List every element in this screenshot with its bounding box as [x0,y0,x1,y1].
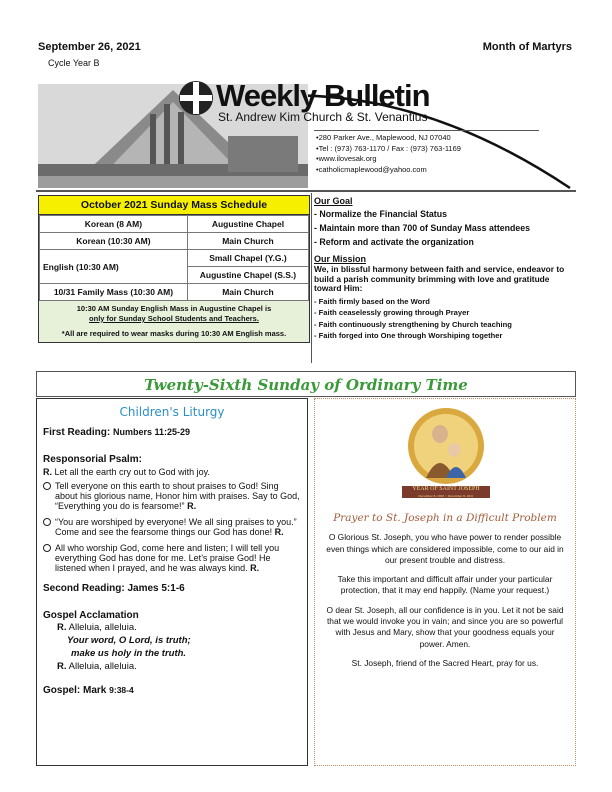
list-item: - Normalize the Financial Status [314,209,447,220]
prayer-box: Prayer to St. Joseph in a Difficult Problem O Glorious St. Joseph, you who have power to render possible even things which are considered impossible, come to our aid in our present trouble and distress. Take this important and difficult affair under your particular protection, that it may end happily. (Name your request.) O dear St. Joseph, all our confidence is in you. Let it not be said that we would invoke you in vain; and since you are so powerful with Jesus and Mary, show that your goodness equals your power. Amen. St. Joseph, friend of the Sacred Heart, pray for us. [314,398,576,766]
schedule-note: 10:30 AM Sunday English Mass in Augustine Chapel is only for Sunday School Students and Teachers. *All are required to wear masks during 10:30 AM English mass. [39,301,309,342]
mass-schedule [38,195,310,343]
mission-title: Our Mission [314,254,367,265]
table-row: 10/31 Family Mass (10:30 AM) Main Church [40,284,309,301]
prayer-title: Prayer to St. Joseph in a Difficult Problem [333,512,557,524]
table-row: Korean (8 AM) Augustine Chapel [40,216,309,233]
list-item: - Maintain more than 700 of Sunday Mass attendees [314,223,531,234]
table-row: English (10:30 AM) Small Chapel (Y.G.) [40,250,309,267]
table-row: Korean (10:30 AM) Main Church [40,233,309,250]
logo-icon [178,80,214,121]
bulletin-logo: Weekly Bulletin [216,78,430,113]
month-theme: Month of Martyrs [482,41,572,53]
header-divider [36,190,576,192]
list-item: - Faith ceaselessly growing through Prayer [314,308,470,318]
parish-name: St. Andrew Kim Church & St. Venantius [218,110,428,124]
bulletin-date: September 26, 2021 [38,41,141,53]
list-item: - Reform and activate the organization [314,237,474,248]
mission-intro: We, in blissful harmony between faith and service, endeavor to build a parish community brimming with love and gratitude toward Him: [314,264,565,294]
saint-joseph-medal: YEAR OF SAINT JOSEPH December 8, 2020 ~ December 8, 2021 [394,404,498,504]
list-item: “You are worshiped by everyone! We all sing praises to you.” Come and see the fearsome things our God has done! R. [43,517,301,537]
list-item: - Faith continuously strengthening by Church teaching [314,319,512,329]
liturgy-title: Children's Liturgy [119,405,225,419]
table-row: Augustine Chapel (S.S.) [40,267,309,284]
sunday-title: Twenty-Sixth Sunday of Ordinary Time [36,371,576,397]
address: •280 Parker Ave., Maplewood, NJ 07040 [316,133,451,142]
contact-info [316,133,461,175]
email-link[interactable]: •catholicmaplewood@yahoo.com [316,164,427,174]
childrens-liturgy: Children's Liturgy First Reading: Numbers 11:25-29 Responsorial Psalm: R. Let all the earth cry out to God with joy. Tell everyone on this earth to shout praises to God! Sing about his glorious name, Honor him with praises. Say to God, “Everything you do is fearsome!” R. “You are worshiped by everyone! We all sing praises to you.” Come and see the fearsome things our God has done! R. All who worship God, come here and listen; I will tell you everything God has done for me. Let’s praise God! He listened when I prayed, and he was always kind. R. Second Reading: James 5:1-6 Gospel Acclamation R. Alleluia, alleluia. Your word, O Lord, is truth; make us holy in the truth. R. Alleluia, alleluia. Gospel: Mark 9:38-4 [36,398,308,766]
schedule-title: October 2021 Sunday Mass Schedule [39,196,309,215]
liturgical-cycle: Cycle Year B [48,58,100,68]
list-item: All who worship God, come here and listen; I will tell you everything God has done for me. Let’s praise God! He listened when I prayed, and he was always kind. R. [43,543,301,573]
goal-mission [314,196,576,342]
website-link[interactable]: •www.ilovesak.org [316,154,377,163]
list-item: Tell everyone on this earth to shout praises to God! Sing about his glorious name, Honor him with praises. Say to God, “Everything you do is fearsome!” R. [43,481,301,511]
list-item: - Faith forged into One through Worshiping together [314,331,503,341]
phone-fax: •Tel : (973) 763-1170 / Fax : (973) 763-1169 [316,143,461,153]
list-item: - Faith firmly based on the Word [314,296,430,306]
goal-title: Our Goal [314,196,353,206]
